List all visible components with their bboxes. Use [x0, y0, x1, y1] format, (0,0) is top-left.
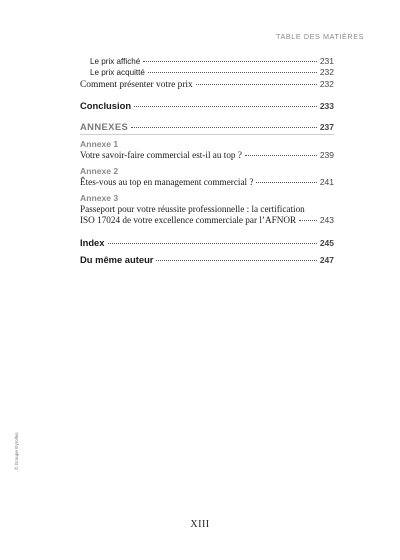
toc-page-number: 239: [319, 150, 334, 160]
toc-page-number: 247: [319, 255, 334, 265]
toc-page-number: 231: [319, 56, 334, 66]
toc-entry-prix-affiche[interactable]: [80, 56, 334, 67]
toc-page-number: 237: [319, 122, 334, 132]
dot-leader: [131, 127, 317, 128]
dot-leader: [196, 84, 317, 85]
divider: [80, 134, 334, 135]
toc-entry-label: Comment présenter votre prix: [80, 80, 193, 90]
page-number: XIII: [190, 519, 210, 530]
dot-leader: [134, 106, 317, 107]
dot-leader: [156, 260, 316, 261]
toc-entry-annexes[interactable]: [80, 121, 334, 133]
toc-page-number: 232: [319, 67, 334, 77]
toc-entry-label: Du même auteur: [80, 254, 154, 265]
toc-entry-annexe1[interactable]: [80, 150, 334, 161]
toc-entry-label: Êtes-vous au top en management commercial ?: [80, 177, 254, 187]
table-of-contents: [80, 56, 334, 266]
toc-entry-label: Le prix affiché: [90, 57, 141, 66]
toc-page-number: 241: [319, 177, 334, 187]
running-head: TABLE DES MATIÈRES: [275, 32, 364, 41]
annexe-heading: Annexe 2: [80, 166, 119, 176]
toc-entry-comment-presenter[interactable]: [80, 78, 334, 92]
toc-entry-annexe3-line1: Passeport pour votre réussite professionnelle : la certification: [80, 204, 305, 214]
dot-leader: [148, 72, 317, 73]
toc-entry-label: ANNEXES: [80, 121, 129, 132]
toc-entry-index[interactable]: [80, 237, 334, 249]
toc-page-number: 233: [319, 101, 334, 111]
toc-entry-label: Index: [80, 237, 105, 248]
toc-page-number: 245: [319, 238, 334, 248]
toc-entry-prix-acquitte[interactable]: [80, 67, 334, 78]
annexe-heading: Annexe 3: [80, 193, 119, 203]
toc-page-number: 243: [319, 215, 334, 225]
dot-leader: [143, 61, 317, 62]
toc-entry-label: Le prix acquitté: [90, 68, 145, 77]
dot-leader: [299, 220, 317, 221]
toc-entry-annexe3[interactable]: [80, 215, 334, 226]
toc-entry-label: Votre savoir-faire commercial est-il au top ?: [80, 150, 242, 160]
toc-entry-annexe2[interactable]: [80, 177, 334, 188]
dot-leader: [108, 243, 317, 244]
dot-leader: [245, 155, 317, 156]
toc-page-number: 232: [319, 79, 334, 89]
copyright-notice: © Groupe Eyrolles: [14, 432, 19, 470]
toc-entry-label: ISO 17024 de votre excellence commerciale par l’AFNOR: [80, 215, 297, 225]
dot-leader: [256, 182, 316, 183]
toc-entry-label: Conclusion: [80, 100, 132, 111]
toc-entry-meme-auteur[interactable]: [80, 254, 334, 266]
toc-entry-conclusion[interactable]: [80, 100, 334, 112]
annexe-heading: Annexe 1: [80, 139, 119, 149]
